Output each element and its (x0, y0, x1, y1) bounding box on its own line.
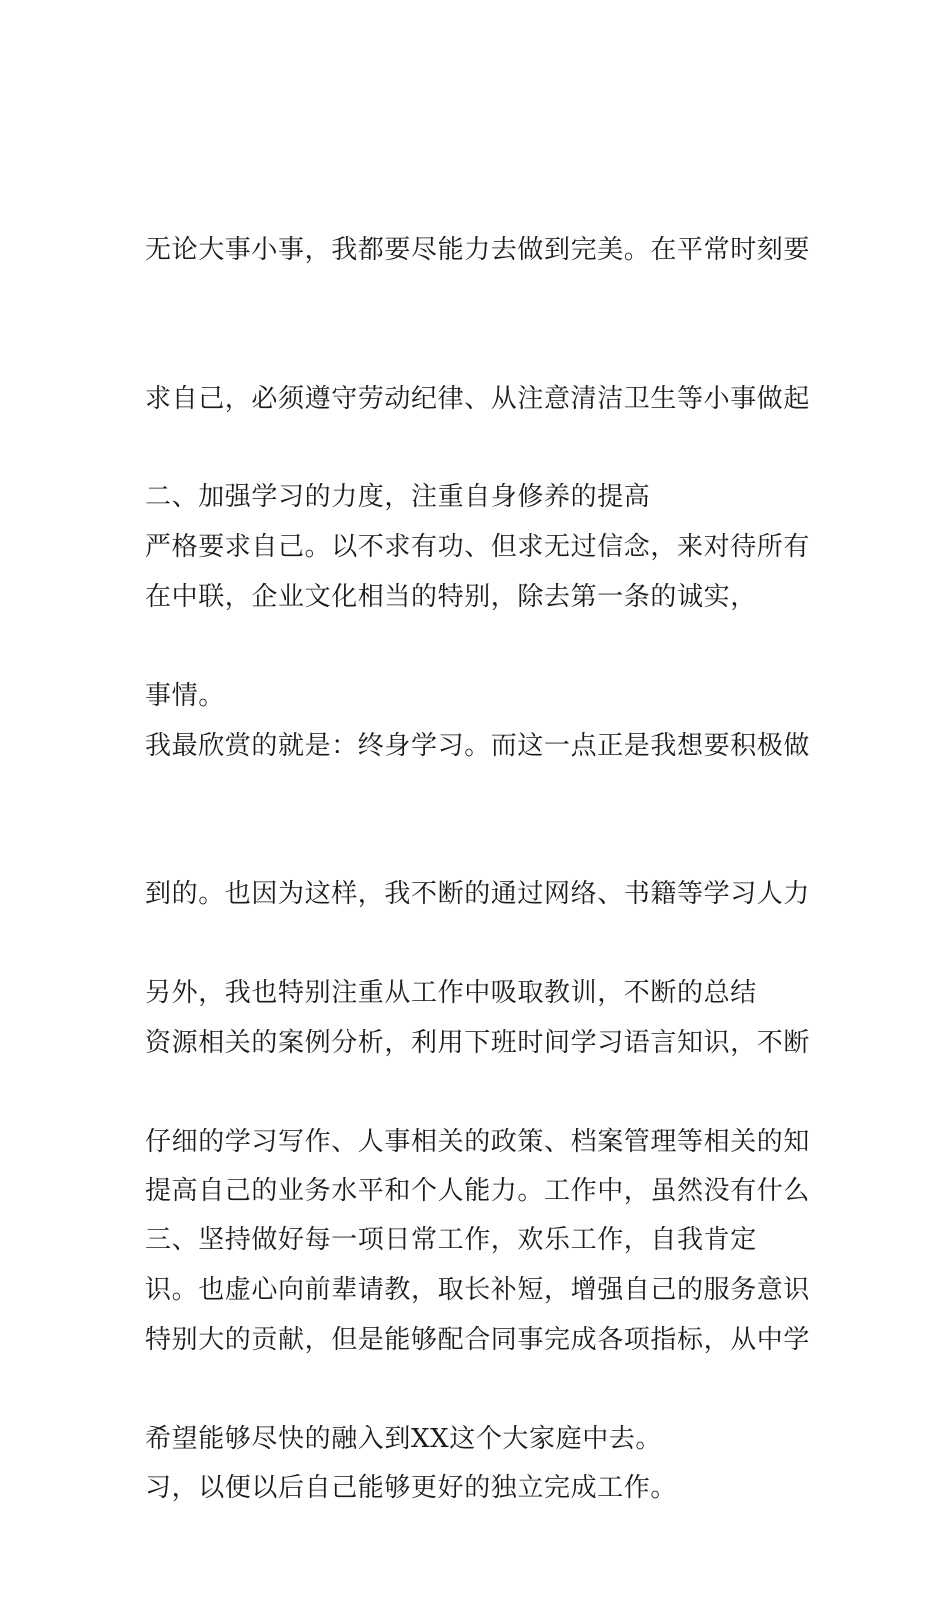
text-line: 我最欣赏的就是：终身学习。而这一点正是我想要积极做 (145, 730, 811, 761)
text-line: 资源相关的案例分析，利用下班时间学习语言知识，不断 (145, 1027, 811, 1058)
heading-line: 三、坚持做好每一项日常工作，欢乐工作，自我肯定 (145, 1225, 757, 1255)
text-line: 在中联，企业文化相当的特别，除去第一条的诚实， (145, 582, 757, 612)
text-line: 到的。也因为这样，我不断的通过网络、书籍等学习人力 (145, 879, 811, 909)
text-line: 仔细的学习写作、人事相关的政策、档案管理等相关的知 (145, 1126, 811, 1157)
heading-line: 二、加强学习的力度，注重自身修养的提高 (145, 482, 651, 512)
text-line: 提高自己的业务水平和个人能力。工作中，虽然没有什么 (145, 1176, 811, 1206)
text-line: 无论大事小事，我都要尽能力去做到完美。在平常时刻要 (145, 235, 811, 265)
text-line: 特别大的贡献，但是能够配合同事完成各项指标，从中学 (145, 1324, 811, 1355)
text-line: 求自己，必须遵守劳动纪律、从注意清洁卫生等小事做起 (145, 383, 811, 414)
text-line: 严格要求自己。以不求有功、但求无过信念，来对待所有 (145, 532, 811, 562)
text-line: 事情。 (145, 680, 225, 711)
section-heading-three (145, 1117, 815, 1365)
text-line: 希望能够尽快的融入到XX这个大家庭中去。 (145, 1423, 663, 1454)
text-line: 另外，我也特别注重从工作中吸取教训，不断的总结 (145, 978, 757, 1008)
text-line: 习，以便以后自己能够更好的独立完成工作。 (145, 1473, 678, 1503)
text-line: 识。也虚心向前辈请教，取长补短，增强自己的服务意识 (145, 1275, 811, 1305)
